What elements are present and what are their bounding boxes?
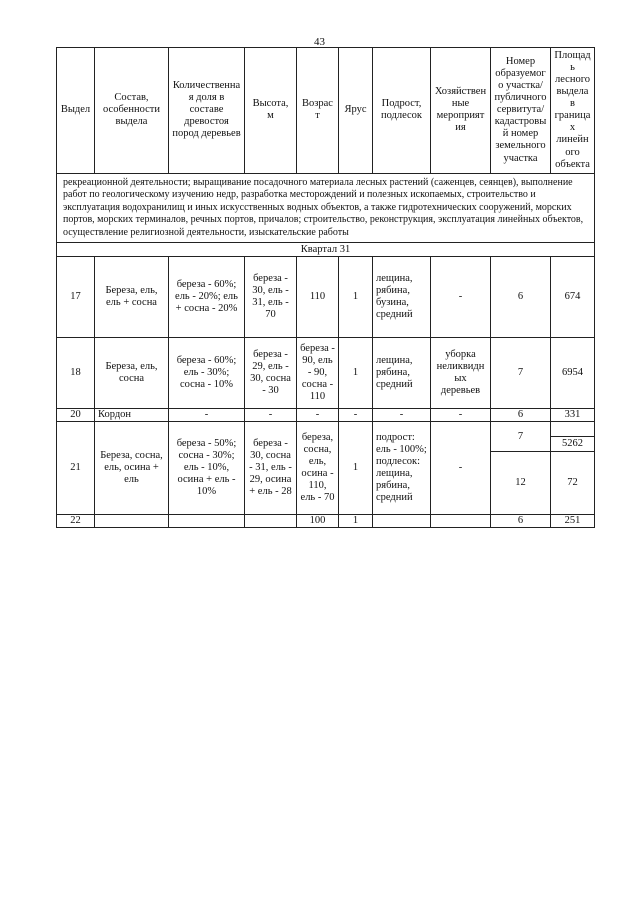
cell-plot: 6: [491, 515, 551, 528]
cell-age: береза, сосна, ель, осина - 110, ель - 70: [297, 422, 339, 515]
cell-age: 100: [297, 515, 339, 528]
cell-tier: -: [339, 409, 373, 422]
header-area: Площадь лесного выдела в границах линейного объекта: [551, 48, 595, 174]
cell-area: 6954: [551, 338, 595, 409]
header-vydel: Выдел: [57, 48, 95, 174]
cell-composition: Береза, ель, ель + сосна: [95, 257, 169, 338]
cell-area: 331: [551, 409, 595, 422]
cell-share: береза - 60%; ель - 20%; ель + сосна - 20%: [169, 257, 245, 338]
header-height: Высота, м: [245, 48, 297, 174]
header-age: Возраст: [297, 48, 339, 174]
cell-plot: 6: [491, 257, 551, 338]
cell-composition: [95, 515, 169, 528]
cell-tier: 1: [339, 338, 373, 409]
cell-measures: -: [431, 422, 491, 515]
purpose-note-row: [57, 173, 595, 243]
cell-share: [169, 515, 245, 528]
header-composition: Состав, особенности выдела: [95, 48, 169, 174]
cell-composition: Кордон: [95, 409, 169, 422]
table-row: [57, 515, 595, 528]
cell-vydel: 22: [57, 515, 95, 528]
cell-height: береза - 30, ель - 31, ель - 70: [245, 257, 297, 338]
cell-age: 110: [297, 257, 339, 338]
cell-measures: [431, 515, 491, 528]
cell-vydel: 20: [57, 409, 95, 422]
cell-height: береза - 30, сосна - 31, ель - 29, осина + ель - 28: [245, 422, 297, 515]
cell-vydel: 21: [57, 422, 95, 515]
table-row: [57, 422, 595, 437]
table-row: [57, 257, 595, 338]
cell-undergrowth: -: [373, 409, 431, 422]
cell-area-blank: [551, 422, 595, 437]
cell-plot: 12: [491, 452, 551, 515]
cell-measures: уборка неликвидных деревьев: [431, 338, 491, 409]
cell-undergrowth: лещина, рябина, средний: [373, 338, 431, 409]
cell-plot: 6: [491, 409, 551, 422]
cell-area: 72: [551, 452, 595, 515]
cell-measures: -: [431, 409, 491, 422]
cell-tier: 1: [339, 422, 373, 515]
cell-age: береза - 90, ель - 90, сосна - 110: [297, 338, 339, 409]
cell-area: 251: [551, 515, 595, 528]
cell-plot: 7: [491, 338, 551, 409]
cell-vydel: 17: [57, 257, 95, 338]
cell-tier: 1: [339, 257, 373, 338]
header-undergrowth: Подрост, подлесок: [373, 48, 431, 174]
cell-vydel: 18: [57, 338, 95, 409]
cell-age: -: [297, 409, 339, 422]
header-plot: Номер образуемого участка/ публичного сервитута/ кадастровый номер земельного участка: [491, 48, 551, 174]
header-tier: Ярус: [339, 48, 373, 174]
cell-undergrowth: подрост: ель - 100%; подлесок: лещина, рябина, средний: [373, 422, 431, 515]
cell-composition: Береза, сосна, ель, осина + ель: [95, 422, 169, 515]
cell-undergrowth: [373, 515, 431, 528]
forest-inventory-table: [56, 47, 595, 528]
cell-share: береза - 60%; ель - 30%; сосна - 10%: [169, 338, 245, 409]
cell-height: -: [245, 409, 297, 422]
header-share: Количественная доля в составе древостоя пород деревьев: [169, 48, 245, 174]
cell-area: 674: [551, 257, 595, 338]
header-measures: Хозяйственные мероприятия: [431, 48, 491, 174]
cell-tier: 1: [339, 515, 373, 528]
cell-area: 5262: [551, 437, 595, 452]
cell-measures: -: [431, 257, 491, 338]
cell-height: [245, 515, 297, 528]
page-number: 43: [314, 36, 325, 48]
purpose-note: рекреационной деятельности; выращивание посадочного материала лесных растений (саженцев, сеянцев), выполнение работ по геологическому изучению недр, разработка месторождений и полезных ископаемых, строительство и эксплуатация водохранилищ и иных искусственных водных объектов, а также гидротехнических сооружений, морских портов, морских терминалов, речных портов, причалов; строительство, реконструкция, эксплуатация линейных объектов, осуществление религиозной деятельности, изыскательские работы: [57, 173, 595, 243]
cell-height: береза - 29, ель - 30, сосна - 30: [245, 338, 297, 409]
table-row: [57, 338, 595, 409]
cell-composition: Береза, ель, сосна: [95, 338, 169, 409]
quarter-label: Квартал 31: [57, 243, 595, 257]
header-row: [57, 48, 595, 174]
cell-plot: 7: [491, 422, 551, 452]
cell-undergrowth: лещина, рябина, бузина, средний: [373, 257, 431, 338]
cell-share: береза - 50%; сосна - 30%; ель - 10%, осина + ель - 10%: [169, 422, 245, 515]
quarter-row: [57, 243, 595, 257]
table-row: [57, 409, 595, 422]
cell-share: -: [169, 409, 245, 422]
